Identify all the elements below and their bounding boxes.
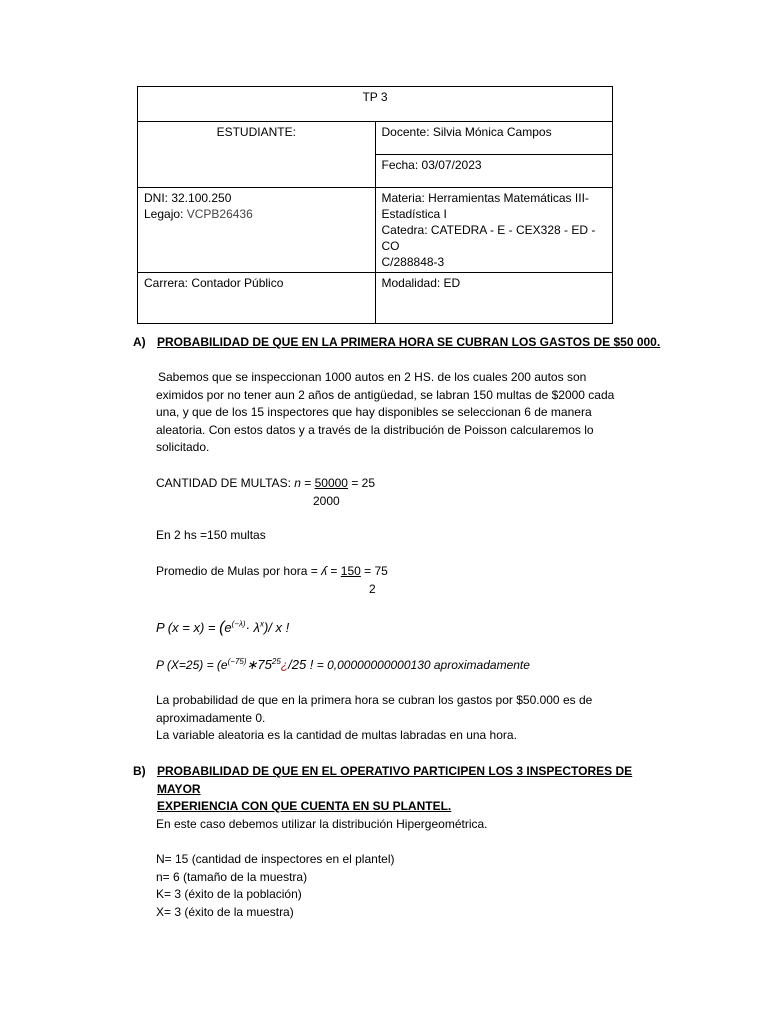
section-a-title: PROBABILIDAD DE QUE EN LA PRIMERA HORA SE CUBRAN LOS GASTOS DE $50 000. [157, 335, 661, 349]
calc-rest: /25 ! [288, 657, 314, 672]
promedio-denominator: 2 [369, 582, 376, 596]
conclusion-line: La probabilidad de que en la primera hora se cubran los gastos por $50.000 es de [156, 693, 593, 707]
calc-mult: ∗75 [246, 657, 272, 672]
teacher-field: Docente: Silvia Mónica Campos [375, 122, 613, 155]
calc-exp-25: 25 [271, 657, 281, 666]
formula-e: e [224, 620, 232, 635]
section-a-conclusion [156, 692, 656, 745]
conclusion-line: aproximadamente 0. [156, 710, 266, 725]
calc-lhs: P (X=25) = ( [156, 658, 221, 672]
conclusion-line: La variable aleatoria es la cantidad de multas labradas en una hora. [156, 728, 517, 742]
calc-e-exp: (−75) [227, 657, 247, 666]
multas-result: = 25 [347, 476, 376, 490]
promedio-numerator: 150 [340, 564, 361, 578]
materia-line-1: Materia: Herramientas Matemáticas III- [381, 191, 589, 205]
section-b-intro: En este caso debemos utilizar la distribución Hipergeométrica. [156, 817, 488, 831]
multas-var: n [294, 476, 301, 490]
intro-line: Sabemos que se inspeccionan 1000 autos en 2 HS. de los cuales 200 autos son [158, 370, 587, 384]
intro-line: una, y que de los 15 inspectores que hay disponibles se seleccionan 6 de manera [156, 405, 592, 419]
param-N: N= 15 (cantidad de inspectores en el plantel) [156, 852, 395, 866]
param-X: X= 3 (éxito de la muestra) [156, 904, 294, 919]
multas-denominator: 2000 [313, 494, 340, 508]
lambda-symbol: ʎ [321, 564, 328, 578]
dni-field: DNI: 32.100.250 [144, 191, 232, 205]
poisson-calculation [156, 656, 716, 675]
multas-numerator: 50000 [314, 476, 348, 490]
legajo-value: VCPB26436 [186, 207, 253, 221]
intro-line: solicitado. [156, 440, 210, 454]
catedra-line-1: Catedra: CATEDRA - E - CEX328 - ED - CO [381, 223, 596, 253]
course-cell [375, 188, 613, 273]
section-b-params [156, 851, 656, 921]
section-b-title-line-1: PROBABILIDAD DE QUE EN EL OPERATIVO PARTICIPEN LOS 3 INSPECTORES DE MAYOR [157, 764, 633, 796]
equals-sign: = [300, 476, 315, 490]
section-a-letter: A) [133, 335, 146, 349]
formula-e-exp: (−λ) [231, 619, 246, 629]
section-b-title-line-2: EXPERIENCIA CON QUE CUENTA EN SU PLANTEL. [157, 799, 452, 813]
legajo-label: Legajo: [144, 207, 184, 221]
header-table [137, 86, 613, 324]
catedra-line-2: C/288848-3 [381, 255, 445, 269]
formula-open: ( [219, 619, 225, 636]
student-label: ESTUDIANTE: [138, 122, 376, 188]
promedio-result: = 75 [360, 564, 388, 578]
section-b-letter: B) [133, 764, 146, 778]
section-b-heading [133, 763, 673, 816]
formula-x-exp: x [259, 619, 264, 629]
carrera-field: Carrera: Contador Público [138, 273, 376, 324]
formula-dot: · λ [245, 620, 260, 635]
multas-2hs: En 2 hs =150 multas [156, 528, 266, 542]
formula-lhs: P (x = x) = [156, 620, 220, 635]
param-K: K= 3 (éxito de la población) [156, 887, 302, 901]
promedio-label: Promedio de Mulas por hora = [156, 564, 322, 578]
legajo-field [144, 206, 369, 222]
calc-inverted-question: ¿ [280, 658, 289, 672]
poisson-formula [156, 619, 656, 637]
multas-equation [156, 475, 656, 493]
tp-title: TP 3 [138, 87, 613, 122]
calc-result: = 0,00000000000130 aproximadamente [313, 658, 530, 672]
equals-sign: = [327, 564, 341, 578]
param-n: n= 6 (tamaño de la muestra) [156, 869, 308, 884]
formula-close: )/ x ! [263, 620, 290, 635]
calc-e: e [220, 658, 228, 672]
modalidad-field: Modalidad: ED [375, 273, 613, 324]
intro-line: eximidos por no tener aun 2 años de antigüedad, se labran 150 multas de $2000 cada [156, 387, 615, 402]
section-a-heading [133, 334, 673, 352]
multas-label: CANTIDAD DE MULTAS: [156, 476, 295, 490]
date-field: Fecha: 03/07/2023 [375, 155, 613, 188]
student-id-cell [138, 188, 376, 273]
promedio-equation [156, 563, 656, 581]
materia-line-2: Estadística I [381, 207, 447, 221]
section-a-intro [156, 369, 656, 457]
intro-line: aleatoria. Con estos datos y a través de la distribución de Poisson calcularemos lo [156, 422, 594, 437]
